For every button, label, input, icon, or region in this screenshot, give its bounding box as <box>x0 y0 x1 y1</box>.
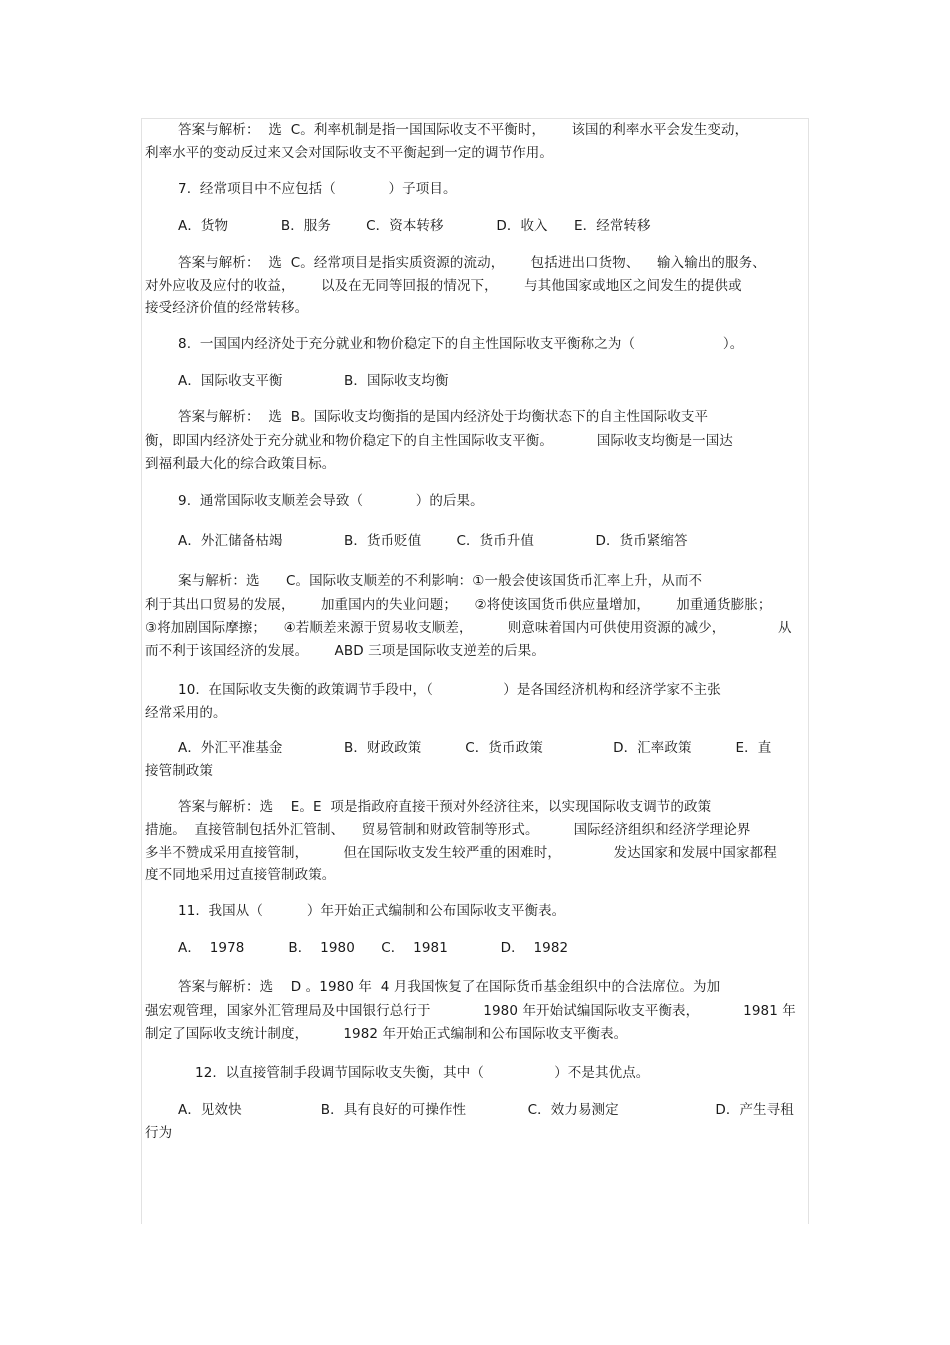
question-7-options: A．货物 B．服务 C．资本转移 D．收入 E．经常转移 <box>178 218 651 234</box>
question-9: 9. 通常国际收支顺差会导致（ ）的后果。 <box>178 493 484 509</box>
question-12-options-line-1: A．见效快 B．具有良好的可操作性 C．效力易测定 D．产生寻租 <box>178 1102 794 1118</box>
answer-11-line-2: 强宏观管理，国家外汇管理局及中国银行总行于 1980 年开始试编国际收支平衡表， 1981 年 <box>145 1003 796 1019</box>
question-12: 12. 以直接管制手段调节国际收支失衡，其中（ ）不是其优点。 <box>195 1065 650 1081</box>
answer-9-line-2: 利于其出口贸易的发展， 加重国内的失业问题； ②将使该国货币供应量增加， 加重通货膨胀； <box>145 597 772 613</box>
answer-6-line-1: 答案与解析： 选 C。利率机制是指一国国际收支不平衡时， 该国的利率水平会发生变动， <box>178 122 749 138</box>
question-8: 8. 一国国内经济处于充分就业和物价稳定下的自主性国际收支平衡称之为（ ）。 <box>178 336 744 352</box>
answer-10-line-3: 多半不赞成采用直接管制， 但在国际收支发生较严重的困难时， 发达国家和发展中国家都程 <box>145 845 777 861</box>
answer-7-line-1: 答案与解析： 选 C。经常项目是指实质资源的流动， 包括进出口货物、 输入输出的服务、 <box>178 255 766 271</box>
question-10-options-line-2: 接管制政策 <box>145 763 213 779</box>
answer-8-line-3: 到福利最大化的综合政策目标。 <box>145 456 336 472</box>
answer-10-line-2: 措施。 直接管制包括外汇管制、 贸易管制和财政管制等形式。 国际经济组织和经济学理论界 <box>145 822 751 838</box>
question-8-options: A．国际收支平衡 B．国际收支均衡 <box>178 373 449 389</box>
answer-7-line-3: 接受经济价值的经常转移。 <box>145 300 309 316</box>
answer-9-line-4: 而不利于该国经济的发展。 ABD 三项是国际收支逆差的后果。 <box>145 643 545 659</box>
question-11-options: A． 1978 B． 1980 C． 1981 D． 1982 <box>178 940 569 956</box>
answer-9-line-1: 案与解析：选 C。国际收支顺差的不利影响：①一般会使该国货币汇率上升，从而不 <box>178 573 703 589</box>
answer-6-line-2: 利率水平的变动反过来又会对国际收支不平衡起到一定的调节作用。 <box>145 145 553 161</box>
question-10-line-1: 10. 在国际收支失衡的政策调节手段中，（ ）是各国经济机构和经济学家不主张 <box>178 682 721 698</box>
answer-10-line-4: 度不同地采用过直接管制政策。 <box>145 867 336 883</box>
question-9-options: A．外汇储备枯竭 B．货币贬值 C．货币升值 D．货币紧缩答 <box>178 533 688 549</box>
question-7: 7. 经常项目中不应包括（ ）子项目。 <box>178 181 457 197</box>
answer-11-line-1: 答案与解析：选 D 。1980 年 4 月我国恢复了在国际货币基金组织中的合法席位。为加 <box>178 979 721 995</box>
answer-8-line-1: 答案与解析： 选 B。国际收支均衡指的是国内经济处于均衡状态下的自主性国际收支平 <box>178 409 709 425</box>
answer-11-line-3: 制定了国际收支统计制度， 1982 年开始正式编制和公布国际收支平衡表。 <box>145 1026 628 1042</box>
answer-7-line-2: 对外应收及应付的收益， 以及在无同等回报的情况下， 与其他国家或地区之间发生的提供或 <box>145 278 742 294</box>
answer-8-line-2: 衡，即国内经济处于充分就业和物价稳定下的自主性国际收支平衡。 国际收支均衡是一国达 <box>145 433 733 449</box>
answer-10-line-1: 答案与解析：选 E。E 项是指政府直接干预对外经济往来，以实现国际收支调节的政策 <box>178 799 712 815</box>
question-10-line-2: 经常采用的。 <box>145 705 227 721</box>
answer-9-line-3: ③将加剧国际摩擦； ④若顺差来源于贸易收支顺差， 则意味着国内可供使用资源的减少， 从 <box>145 620 792 636</box>
question-11: 11. 我国从（ ）年开始正式编制和公布国际收支平衡表。 <box>178 903 566 919</box>
question-10-options-line-1: A．外汇平准基金 B．财政政策 C．货币政策 D．汇率政策 E．直 <box>178 740 772 756</box>
question-12-options-line-2: 行为 <box>145 1125 173 1141</box>
